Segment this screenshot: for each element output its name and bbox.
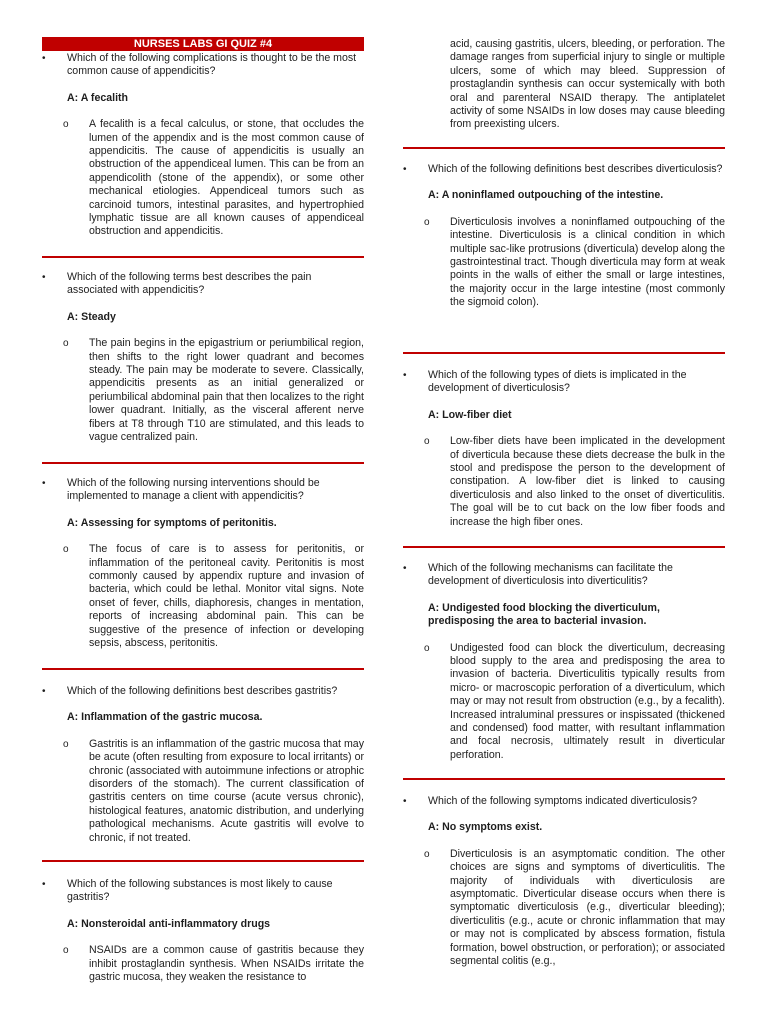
question-block xyxy=(42,685,364,845)
bullet-icon: • xyxy=(403,164,407,175)
explanation-text: The focus of care is to assess for peritonitis, or inflammation of the peritoneal cavity. Peritonitis is most commonly caused by appendix rupture and invasion of bacteria, which could be lethal. Monitor vital signs. Note onset of fever, chills, diaphoresis, changes in mentation, reports of increasing abdominal pain. This can be suggestive of the presence of infection or developing sepsis, abscess, peritonitis. xyxy=(89,543,364,650)
answer-text: A: Steady xyxy=(67,310,116,323)
question-block xyxy=(403,369,725,529)
question-text: Which of the following nursing interventions should be implemented to manage a client with appendicitis? xyxy=(67,477,320,503)
quiz-title: NURSES LABS GI QUIZ #4 xyxy=(42,37,364,51)
section-divider xyxy=(42,860,364,862)
question-block xyxy=(403,562,725,762)
section-divider xyxy=(42,462,364,464)
bullet-icon: • xyxy=(42,879,46,890)
sub-bullet-icon: o xyxy=(63,119,69,131)
section-divider xyxy=(42,256,364,258)
explanation-text: A fecalith is a fecal calculus, or stone, that occludes the lumen of the appendix and is the most common cause of appendicitis. The cause of appendicitis is usually an obstruction of the appendiceal lumen. This can be from an appendicolith (stone of the appendix), or some other mechanical etiologies. Appendiceal tumors such as carcinoid tumors, intestinal parasites, and hypertrophied lymphatic tissue are all known causes of appendiceal obstruction and appendicitis. xyxy=(89,118,364,238)
sub-bullet-icon: o xyxy=(424,642,430,654)
explanation-text: Low-fiber diets have been implicated in the development of diverticula because these diets decrease the bulk in the stool and predispose the person to the development of constipation. A low-fiber diet is linked to causing diverticulosis and also linked to the onset of diverticulitis. The goal will be to cut back on the low fiber foods and increase the high fiber ones. xyxy=(450,435,725,528)
bullet-icon: • xyxy=(403,563,407,574)
question-block xyxy=(42,271,364,444)
bullet-icon: • xyxy=(42,272,46,283)
section-divider xyxy=(403,546,725,548)
explanation-text: Diverticulosis is an asymptomatic condition. The other choices are signs and symptoms of diverticulitis. The majority of individuals with diverticulosis are asymptomatic. Diverticular disease occurs when there is symptomatic diverticulosis (e.g., diverticular bleeding); diverticulitis (e.g., acute or chronic inflammation that may or may not is complicated by abscess formation, fistula formation, bowel obstruction, or perforation); or associated segmental colitis (e.g., xyxy=(450,847,725,968)
bullet-icon: • xyxy=(42,686,46,697)
explanation-text: NSAIDs are a common cause of gastritis because they inhibit prostaglandin synthesis. When NSAIDs irritate the gastric mucosa, they weaken the resistance to xyxy=(89,944,364,984)
section-divider xyxy=(42,668,364,670)
sub-bullet-icon: o xyxy=(63,738,69,750)
question-block xyxy=(42,477,364,650)
section-divider xyxy=(403,352,725,354)
question-block xyxy=(403,795,725,968)
question-text: Which of the following types of diets is implicated in the development of diverticulosis? xyxy=(428,369,687,395)
question-text: Which of the following definitions best describes gastritis? xyxy=(67,685,338,697)
answer-text: A: Nonsteroidal anti-inflammatory drugs xyxy=(67,917,271,930)
sub-bullet-icon: o xyxy=(424,216,430,228)
question-text: Which of the following definitions best describes diverticulosis? xyxy=(428,163,723,175)
answer-text: A: Undigested food blocking the diverticulum, predisposing the area to bacterial invasion. xyxy=(428,601,660,628)
question-block xyxy=(403,163,725,310)
sub-bullet-icon: o xyxy=(63,338,69,350)
answer-text: A: Assessing for symptoms of peritonitis. xyxy=(67,516,277,529)
answer-text: A: A noninflamed outpouching of the intestine. xyxy=(428,189,664,202)
question-text: Which of the following substances is most likely to cause gastritis? xyxy=(67,878,333,904)
question-text: Which of the following symptoms indicated diverticulosis? xyxy=(428,795,698,807)
sub-bullet-icon: o xyxy=(424,848,430,860)
explanation-text: Gastritis is an inflammation of the gastric mucosa that may be acute (often resulting from exposure to local irritants) or chronic (associated with autoimmune infections or atrophic disorders of the stomach). The current classification of gastritis centers on time course (acute versus chronic), histological features, anatomic distribution, and underlying pathological mechanisms. Acute gastritis will evolve to chronic, if not treated. xyxy=(89,737,364,844)
bullet-icon: • xyxy=(42,478,46,489)
question-text: Which of the following mechanisms can facilitate the development of diverticulosis into diverticulitis? xyxy=(428,562,673,588)
section-divider xyxy=(403,778,725,780)
bullet-icon: • xyxy=(42,53,46,64)
explanation-text: Undigested food can block the diverticulum, decreasing blood supply to the area and predisposing the area to invasion of bacteria. Diverticulitis typically results from micro- or macroscopic perforation of a diverticulum, which may or may not result from obstruction (e.g., by a fecalith). Increased intraluminal pressures or inspissated (thickened and condensed) food matter, with resultant inflammation and focal necrosis, ultimately result in diverticular perforation. xyxy=(450,641,725,761)
question-block xyxy=(42,878,364,984)
sub-bullet-icon: o xyxy=(63,544,69,556)
explanation-text: The pain begins in the epigastrium or periumbilical region, then shifts to the right lower quadrant and becomes steady. The pain may be moderate to severe. Classically, appendicitis presents as an initial generalized or periumbilical abdominal pain that then localizes to the right lower quadrant. Initially, as the visceral afferent nerve fibers at T8 through T10 are stimulated, and this leads to vague centralized pain. xyxy=(89,337,364,444)
continued-explanation-text: acid, causing gastritis, ulcers, bleeding, or perforation. The damage ranges from superficial injury to single or multiple ulcers, some of which may bleed. Suppression of prostaglandin synthesis can occur systemically with both oral and parenteral NSAID therapy. The antiplatelet activity of some NSAIDs in low doses may cause bleeding from preexisting ulcers. xyxy=(450,38,725,131)
answer-text: A: Inflammation of the gastric mucosa. xyxy=(67,711,263,724)
sub-bullet-icon: o xyxy=(63,945,69,957)
answer-text: A: A fecalith xyxy=(67,91,129,104)
question-text: Which of the following complications is thought to be the most common cause of appendicitis? xyxy=(67,52,357,78)
explanation-text: Diverticulosis involves a noninflamed outpouching of the intestine. Diverticulosis is a clinical condition in which multiple sac-like protrusions (diverticula) develop along the gastrointestinal tract. Though diverticula may form at weak points in the walls of either the small or large intestines, the majority occur in the large intestine (most commonly the sigmoid colon). xyxy=(450,215,725,309)
question-block xyxy=(42,52,364,239)
answer-text: A: Low-fiber diet xyxy=(428,408,512,421)
question-text: Which of the following terms best describes the pain associated with appendicitis? xyxy=(67,271,312,297)
sub-bullet-icon: o xyxy=(424,436,430,448)
section-divider xyxy=(403,147,725,149)
bullet-icon: • xyxy=(403,796,407,807)
bullet-icon: • xyxy=(403,370,407,381)
answer-text: A: No symptoms exist. xyxy=(428,821,543,834)
